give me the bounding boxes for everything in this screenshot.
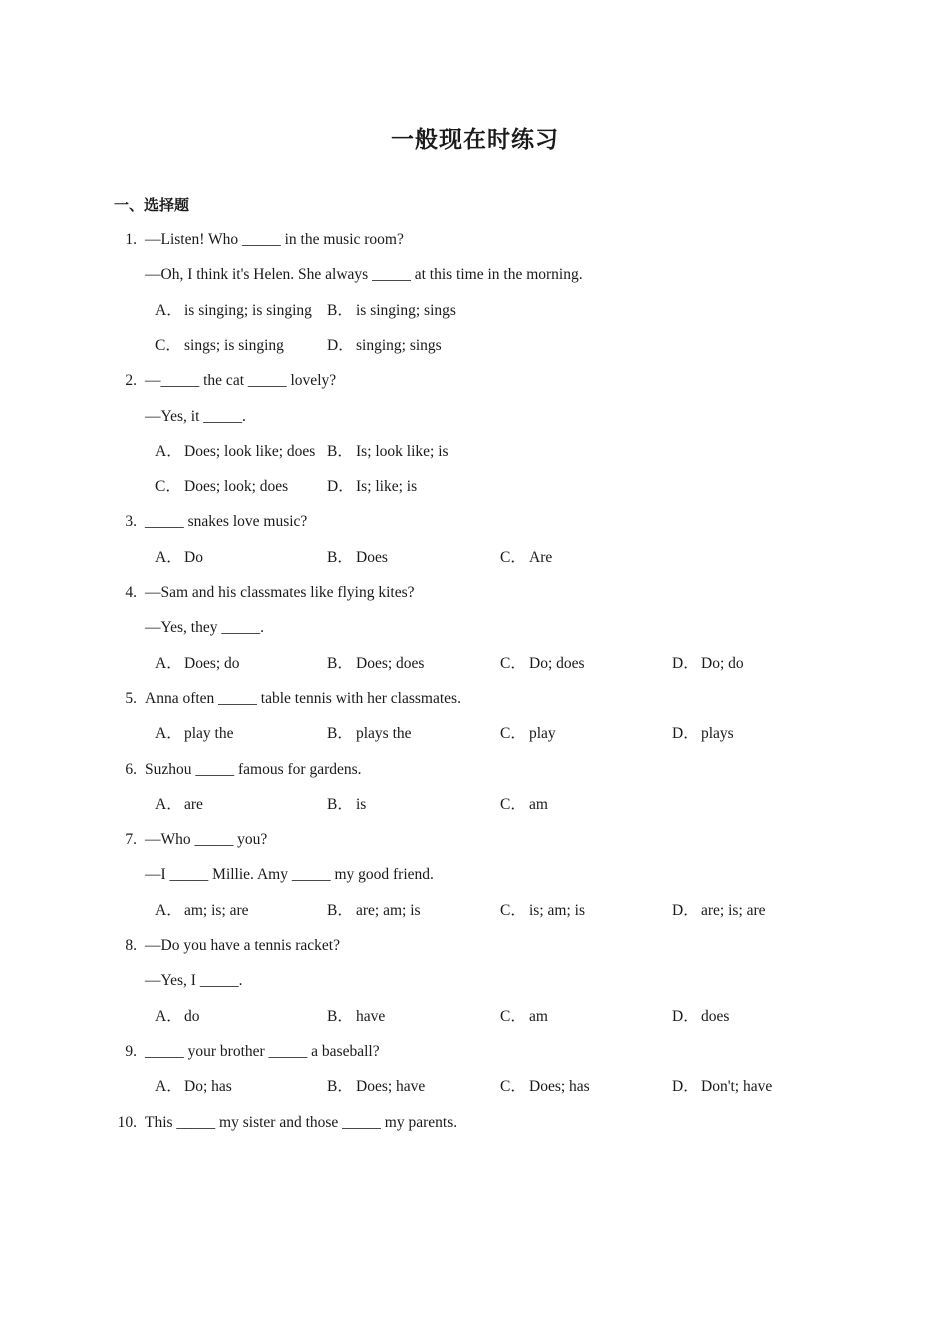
option-letter: D． [672, 1078, 699, 1096]
option-letter: C． [500, 548, 526, 566]
question-number: 6. [125, 760, 137, 778]
answer-option[interactable] [155, 475, 288, 499]
answer-option[interactable] [500, 1075, 590, 1099]
option-letter: C． [500, 654, 526, 672]
answer-option[interactable] [500, 1005, 548, 1029]
answer-option[interactable] [155, 793, 203, 817]
option-letter: A． [155, 901, 182, 919]
option-letter: D． [672, 725, 699, 743]
answer-option[interactable] [327, 475, 417, 499]
option-letter: D． [672, 654, 699, 672]
answer-option[interactable] [500, 546, 552, 570]
question-stem-line: _____ your brother _____ a baseball? [145, 1042, 380, 1060]
question-stem-line: —Yes, they _____. [145, 619, 264, 637]
option-letter: C． [500, 725, 526, 743]
option-text: have [356, 1007, 386, 1025]
answer-option[interactable] [155, 1075, 232, 1099]
option-letter: B． [327, 725, 353, 743]
question-stem-line: —_____ the cat _____ lovely? [145, 372, 337, 390]
option-letter: A． [155, 1007, 182, 1025]
option-text: Do [184, 548, 203, 566]
option-text: Does; do [184, 654, 240, 672]
answer-option[interactable] [327, 793, 366, 817]
option-text: play [529, 725, 556, 743]
question-number: 9. [125, 1042, 137, 1060]
answer-option[interactable] [672, 652, 744, 676]
option-letter: A． [155, 654, 182, 672]
option-text: plays [701, 725, 734, 743]
question-stem-line: Anna often _____ table tennis with her classmates. [145, 689, 461, 707]
option-text: is singing; sings [356, 301, 456, 319]
answer-option[interactable] [672, 899, 766, 923]
option-letter: B． [327, 654, 353, 672]
option-letter: D． [672, 1007, 699, 1025]
answer-option[interactable] [327, 652, 424, 676]
option-letter: D． [672, 901, 699, 919]
option-text: Do; does [529, 654, 585, 672]
option-text: Is; look like; is [356, 442, 449, 460]
question-stem-line: —Oh, I think it's Helen. She always _____ at this time in the morning. [145, 266, 583, 284]
answer-option[interactable] [327, 1005, 385, 1029]
option-text: does [701, 1007, 730, 1025]
answer-option[interactable] [327, 440, 449, 464]
question-number: 1. [125, 231, 137, 248]
option-letter: B． [327, 1007, 353, 1025]
answer-option[interactable] [155, 334, 284, 358]
option-letter: D． [327, 478, 354, 496]
answer-option[interactable] [155, 652, 240, 676]
option-letter: C． [155, 478, 181, 496]
question-stem-line: This _____ my sister and those _____ my parents. [145, 1113, 458, 1131]
option-letter: B． [327, 1078, 353, 1096]
option-letter: A． [155, 795, 182, 813]
section-heading: 一、选择题 [114, 196, 190, 214]
question-stem-line: —Do you have a tennis racket? [145, 937, 340, 954]
question-stem-line: —Listen! Who _____ in the music room? [145, 231, 404, 248]
question-number: 3. [125, 513, 137, 531]
answer-option[interactable] [327, 546, 388, 570]
option-text: plays the [356, 725, 412, 743]
answer-option[interactable] [672, 722, 734, 746]
question-number: 7. [125, 831, 137, 849]
question-number: 4. [125, 584, 137, 601]
option-letter: A． [155, 442, 182, 460]
option-letter: B． [327, 442, 353, 460]
option-letter: B． [327, 548, 353, 566]
answer-option[interactable] [155, 299, 312, 323]
option-text: do [184, 1007, 200, 1025]
option-text: am [529, 795, 548, 813]
option-text: Does; has [529, 1078, 590, 1096]
option-letter: A． [155, 548, 182, 566]
option-text: play the [184, 725, 234, 743]
answer-option[interactable] [155, 899, 249, 923]
answer-option[interactable] [327, 334, 442, 358]
option-text: is; am; is [529, 901, 585, 919]
option-letter: A． [155, 301, 182, 319]
option-letter: B． [327, 795, 353, 813]
option-text: am; is; are [184, 901, 249, 919]
option-text: are [184, 795, 203, 813]
option-text: singing; sings [356, 336, 442, 354]
option-text: Is; like; is [356, 478, 418, 496]
answer-option[interactable] [500, 652, 585, 676]
option-text: is singing; is singing [184, 301, 312, 319]
answer-option[interactable] [155, 722, 234, 746]
option-text: am [529, 1007, 548, 1025]
question-number: 8. [125, 937, 137, 954]
question-stem-line: _____ snakes love music? [145, 513, 308, 531]
option-letter: B． [327, 301, 353, 319]
option-text: are; is; are [701, 901, 766, 919]
option-letter: C． [155, 336, 181, 354]
answer-option[interactable] [327, 299, 456, 323]
question-number: 2. [125, 372, 137, 390]
question-stem-line: —Yes, I _____. [145, 972, 243, 990]
option-text: Do; has [184, 1078, 232, 1096]
option-letter: C． [500, 1007, 526, 1025]
option-text: Does; look; does [184, 478, 289, 496]
option-text: Does; have [356, 1078, 426, 1096]
question-number: 5. [125, 689, 137, 707]
option-letter: D． [327, 336, 354, 354]
question-stem-line: —Sam and his classmates like flying kites? [145, 584, 415, 601]
option-text: Are [529, 548, 553, 566]
option-letter: B． [327, 901, 353, 919]
option-letter: A． [155, 1078, 182, 1096]
answer-option[interactable] [500, 722, 556, 746]
question-number: 10. [117, 1113, 137, 1131]
option-text: Do; do [701, 654, 744, 672]
option-letter: C． [500, 1078, 526, 1096]
question-stem-line: Suzhou _____ famous for gardens. [145, 760, 362, 778]
question-stem-line: —Yes, it _____. [145, 407, 246, 425]
answer-option[interactable] [327, 1075, 425, 1099]
answer-option[interactable] [155, 546, 203, 570]
page-title: 一般现在时练习 [391, 127, 559, 153]
answer-option[interactable] [672, 1075, 772, 1099]
answer-option[interactable] [500, 899, 585, 923]
answer-option[interactable] [500, 793, 548, 817]
option-letter: C． [500, 795, 526, 813]
option-text: Does; look like; does [184, 442, 316, 460]
option-text: is [356, 795, 367, 813]
answer-option[interactable] [155, 440, 315, 464]
option-text: sings; is singing [184, 336, 284, 354]
question-stem-line: —Who _____ you? [145, 831, 268, 849]
option-letter: C． [500, 901, 526, 919]
option-text: Don't; have [701, 1078, 773, 1096]
option-letter: A． [155, 725, 182, 743]
answer-option[interactable] [672, 1005, 729, 1029]
option-text: are; am; is [356, 901, 421, 919]
answer-option[interactable] [327, 899, 421, 923]
answer-option[interactable] [327, 722, 412, 746]
question-stem-line: —I _____ Millie. Amy _____ my good friend. [145, 866, 434, 884]
option-text: Does [356, 548, 388, 566]
answer-option[interactable] [155, 1005, 200, 1029]
option-text: Does; does [356, 654, 425, 672]
